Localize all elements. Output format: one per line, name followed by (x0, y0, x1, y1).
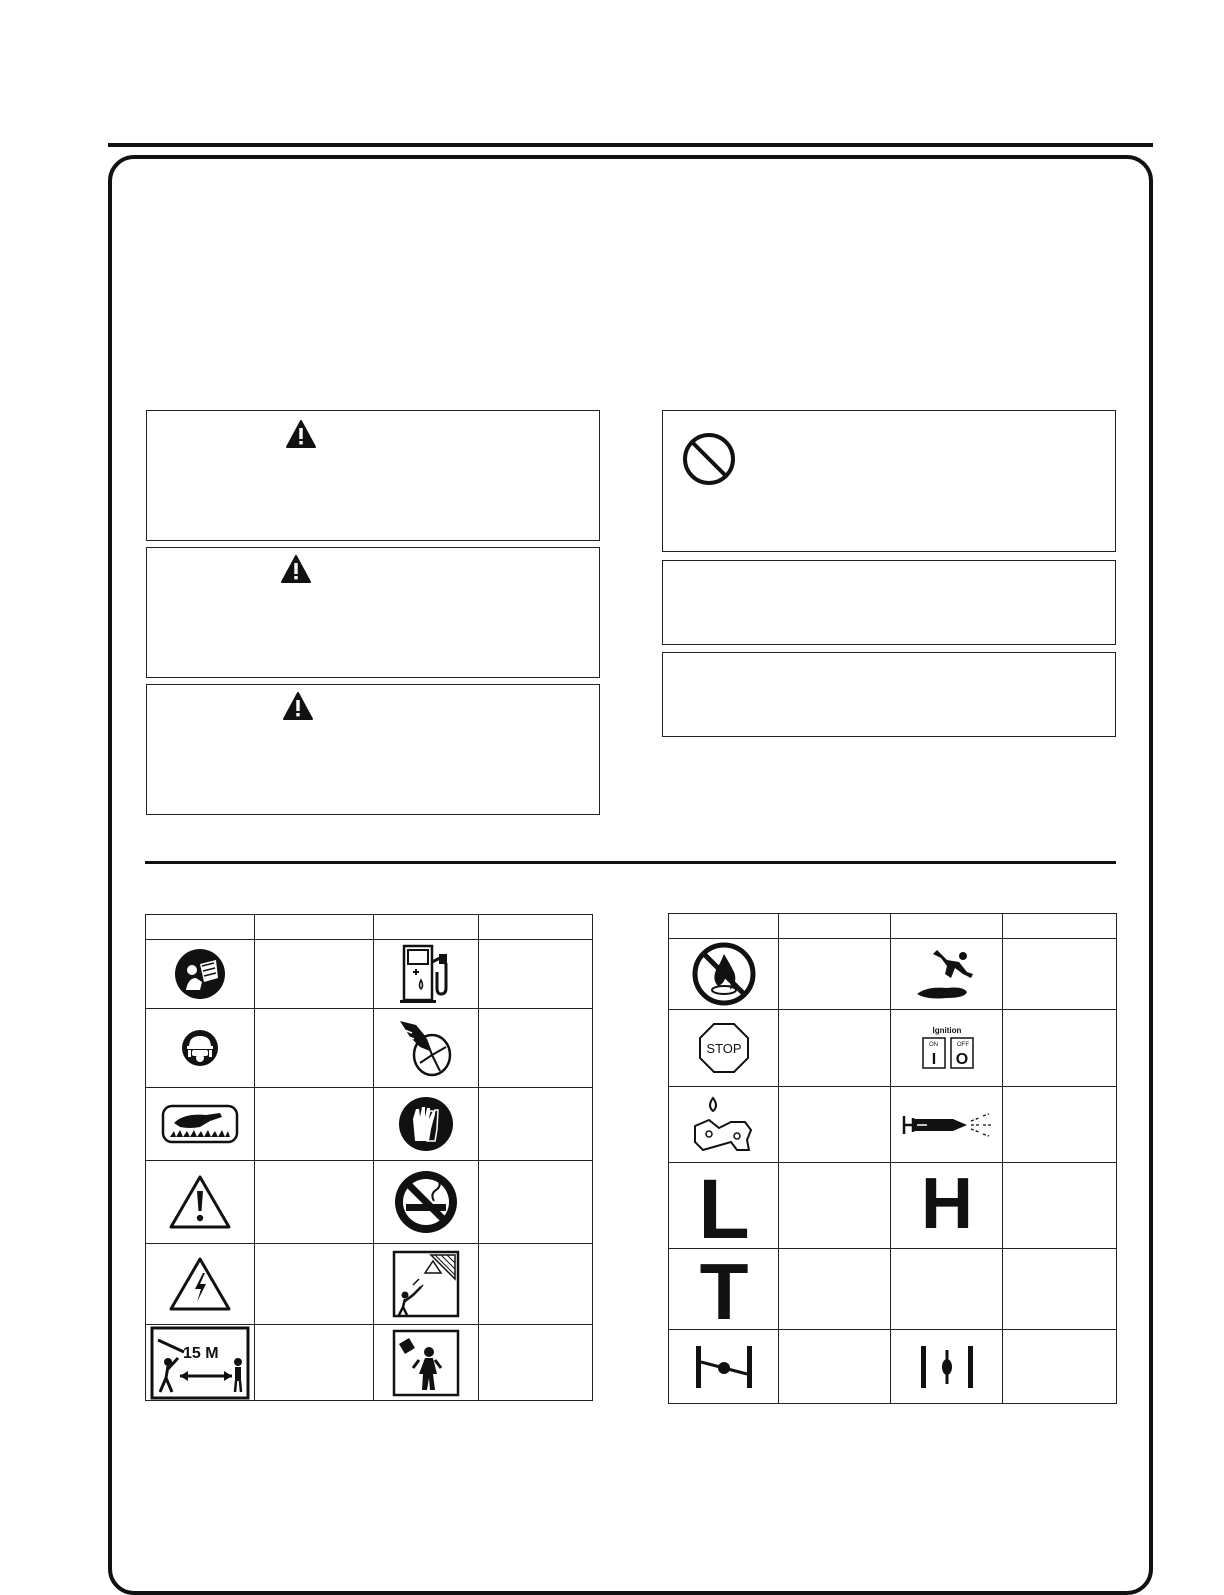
warning-triangle-icon (280, 554, 312, 584)
ignition-title: Ignition (932, 1026, 961, 1035)
gloves-icon (397, 1095, 455, 1153)
letter-t-icon (694, 1251, 754, 1327)
chain-oil-cell (669, 1087, 779, 1163)
prohibition-box (662, 410, 1116, 552)
rotating-blade-hand-hazard-icon (396, 1017, 456, 1079)
falling-objects-icon (391, 1249, 461, 1319)
symbol-table-left (145, 914, 593, 1401)
flying-debris-icon (391, 1328, 461, 1398)
ignition-switch-cell (891, 1010, 1003, 1087)
falling-objects-cell (374, 1244, 479, 1325)
keep-distance-cell (146, 1325, 255, 1401)
head-eye-ear-protection-icon (180, 1028, 220, 1068)
high-pressure-cell (891, 1087, 1003, 1163)
warning-triangle-icon (285, 419, 317, 449)
letter-l-cell (669, 1163, 779, 1249)
choke-open-icon (692, 1344, 756, 1390)
letter-l: L (697, 1167, 750, 1244)
read-manual-icon (172, 946, 228, 1002)
electric-shock-cell (146, 1244, 255, 1325)
keep-distance-15m-icon (150, 1326, 250, 1400)
note-box-1 (662, 560, 1116, 645)
ignition-off-symbol: O (955, 1051, 968, 1068)
fuel-pump-cell (374, 940, 479, 1009)
rotating-blade-cell (374, 1009, 479, 1088)
no-open-flame-cell (669, 939, 779, 1010)
warning-triangle-icon (282, 691, 314, 721)
stop-sign-text: STOP (705, 1041, 742, 1056)
top-rule (108, 143, 1153, 147)
no-open-flame-icon (692, 942, 756, 1006)
flying-debris-cell (374, 1325, 479, 1401)
choke-closed-icon (915, 1344, 979, 1390)
stop-sign-cell (669, 1010, 779, 1087)
stop-sign-icon (698, 1022, 750, 1074)
letter-l-icon (694, 1168, 754, 1244)
letter-h: H (920, 1167, 973, 1244)
warning-box-1 (146, 410, 600, 541)
letter-t-cell (669, 1249, 779, 1330)
choke-closed-cell (891, 1330, 1003, 1404)
letter-h-cell (891, 1163, 1003, 1249)
head-protection-cell (146, 1009, 255, 1088)
warning-box-3 (146, 684, 600, 815)
ignition-switch-icon (915, 1024, 979, 1072)
no-smoking-icon (392, 1168, 460, 1236)
letter-h-icon (917, 1168, 977, 1244)
choke-open-cell (669, 1330, 779, 1404)
high-pressure-injection-icon (901, 1110, 993, 1140)
warning-triangle-cell (146, 1161, 255, 1244)
prohibition-icon (681, 431, 737, 487)
no-smoking-cell (374, 1161, 479, 1244)
electric-shock-triangle-icon (168, 1255, 232, 1313)
section-rule (145, 861, 1116, 864)
distance-label: 15 M (183, 1344, 219, 1362)
symbol-table-right (668, 913, 1117, 1404)
ignition-on-label: ON (928, 1042, 938, 1048)
slippery-surface-cell (891, 939, 1003, 1010)
read-manual-cell (146, 940, 255, 1009)
ignition-on-symbol: I (931, 1051, 936, 1068)
warning-box-2 (146, 547, 600, 678)
fuel-pump-icon (396, 942, 456, 1006)
gloves-cell (374, 1088, 479, 1161)
chain-oil-icon (689, 1094, 759, 1156)
letter-t: T (699, 1251, 748, 1327)
warning-triangle-icon (168, 1173, 232, 1231)
hot-surface-icon (160, 1103, 240, 1145)
hot-surface-cell (146, 1088, 255, 1161)
ignition-off-label: OFF (956, 1042, 969, 1048)
note-box-2 (662, 652, 1116, 737)
slippery-surface-icon (907, 944, 987, 1004)
